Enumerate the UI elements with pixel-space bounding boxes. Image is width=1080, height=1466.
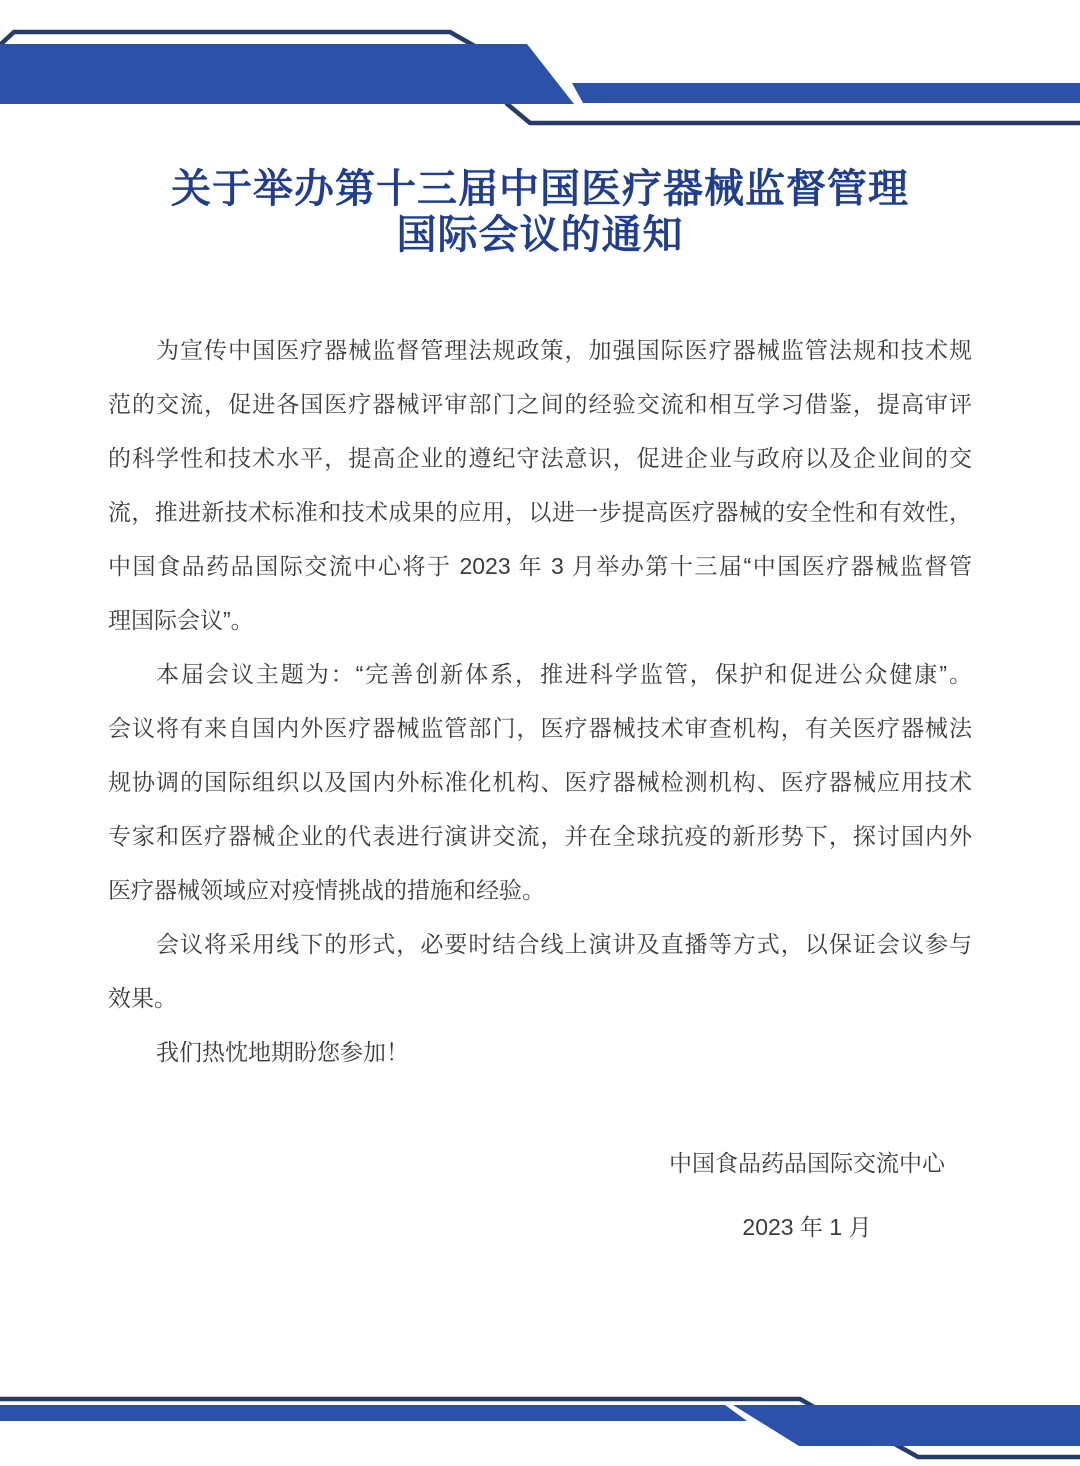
body-line: 范的交流，促进各国医疗器械评审部门之间的经验交流和相互学习借鉴，提高审评 xyxy=(108,391,972,417)
body-line: 规协调的国际组织以及国内外标准化机构、医疗器械检测机构、医疗器械应用技术 xyxy=(108,769,972,795)
body-line: 的科学性和技术水平，提高企业的遵纪守法意识，促进企业与政府以及企业间的交 xyxy=(108,445,972,471)
signature-date: 2023 年 1 月 xyxy=(742,1214,872,1240)
body-line: 中国食品药品国际交流中心将于 2023 年 3 月举办第十三届“中国医疗器械监督管 xyxy=(108,553,972,579)
body-line: 效果。 xyxy=(108,985,177,1011)
signature-block xyxy=(669,1136,945,1254)
page-title-line-2: 国际会议的通知 xyxy=(396,213,684,257)
body-line: 会议将采用线下的形式，必要时结合线上演讲及直播等方式，以保证会议参与 xyxy=(156,931,972,957)
body-line: 我们热忱地期盼您参加！ xyxy=(156,1039,409,1065)
header-banner xyxy=(0,0,1080,130)
body-line: 专家和医疗器械企业的代表进行演讲交流，并在全球抗疫的新形势下，探讨国内外 xyxy=(108,823,972,849)
body-line: 理国际会议”。 xyxy=(108,607,254,633)
body-line: 流，推进新技术标准和技术成果的应用，以进一步提高医疗器械的安全性和有效性， xyxy=(108,499,972,525)
body-line: 为宣传中国医疗器械监督管理法规政策，加强国际医疗器械监管法规和技术规 xyxy=(156,337,972,363)
header-blue-parallelogram xyxy=(0,44,574,104)
page-title-line-1: 关于举办第十三届中国医疗器械监督管理 xyxy=(171,167,909,211)
body-line: 医疗器械领域应对疫情挑战的措施和经验。 xyxy=(108,877,545,903)
footer-blue-bar xyxy=(0,1405,747,1421)
body-line: 会议将有来自国内外医疗器械监管部门，医疗器械技术审查机构，有关医疗器械法 xyxy=(108,715,972,741)
body-line: 本届会议主题为：“完善创新体系，推进科学监管，保护和促进公众健康”。 xyxy=(156,661,972,687)
signature-organization: 中国食品药品国际交流中心 xyxy=(669,1150,945,1176)
document-body xyxy=(108,323,972,1079)
footer-banner xyxy=(0,1396,1080,1466)
header-navy-line-bottom xyxy=(506,103,1080,123)
footer-blue-parallelogram xyxy=(733,1405,1080,1446)
header-blue-bar xyxy=(572,83,1080,103)
